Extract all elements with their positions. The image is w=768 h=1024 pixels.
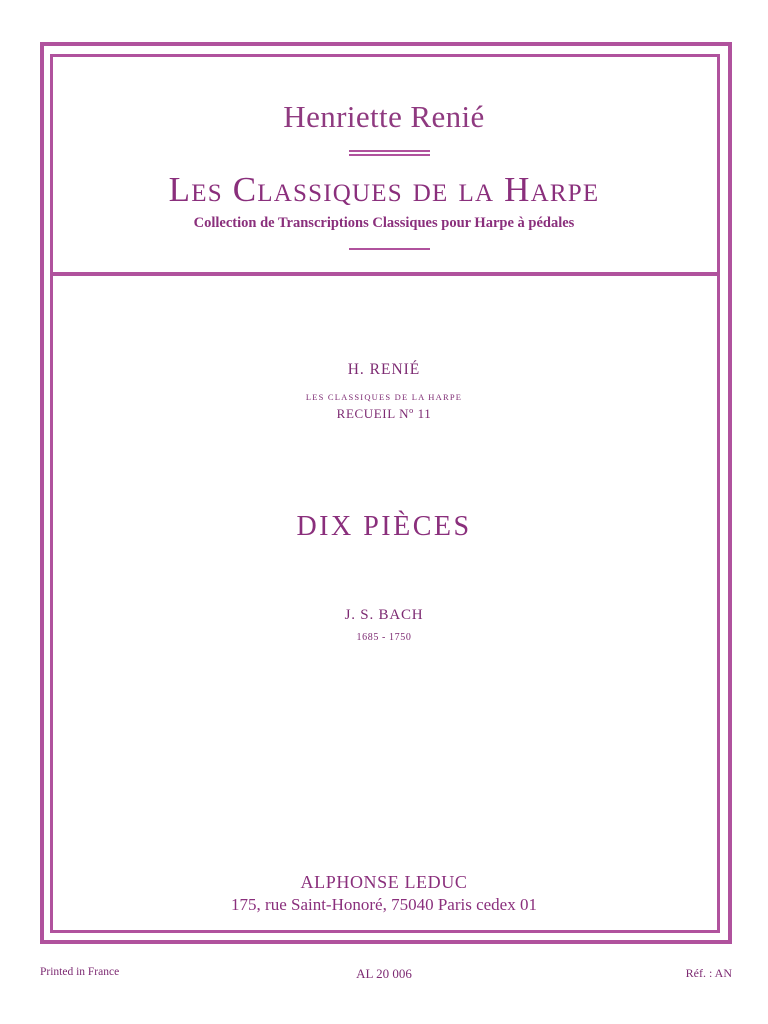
footer-print-origin: Printed in France bbox=[40, 966, 120, 978]
series-subtitle: Collection de Transcriptions Classiques pour Harpe à pédales bbox=[193, 215, 575, 231]
work-title: DIX PIÈCES bbox=[296, 511, 472, 542]
series-title: Les Classiques de la Harpe bbox=[168, 170, 600, 209]
composer-name: J. S. BACH bbox=[344, 607, 424, 623]
subtitle-ornament-rule bbox=[349, 248, 430, 250]
title-ornament-rule bbox=[349, 154, 430, 156]
title-ornament-rule bbox=[349, 150, 430, 152]
header-divider bbox=[50, 272, 720, 276]
composer-dates: 1685 - 1750 bbox=[356, 632, 412, 643]
footer-catalog-number: AL 20 006 bbox=[356, 966, 412, 981]
publisher-address: 175, rue Saint-Honoré, 75040 Paris cedex 01 bbox=[231, 895, 537, 914]
author-name: Henriette Renié bbox=[283, 99, 485, 134]
volume-number: RECUEIL Nº 11 bbox=[336, 406, 432, 421]
footer-reference: Réf. : AN bbox=[685, 966, 732, 980]
publisher-name: ALPHONSE LEDUC bbox=[300, 872, 468, 892]
arranger-name: H. RENIÉ bbox=[347, 361, 421, 378]
collection-name: LES CLASSIQUES DE LA HARPE bbox=[305, 392, 463, 402]
